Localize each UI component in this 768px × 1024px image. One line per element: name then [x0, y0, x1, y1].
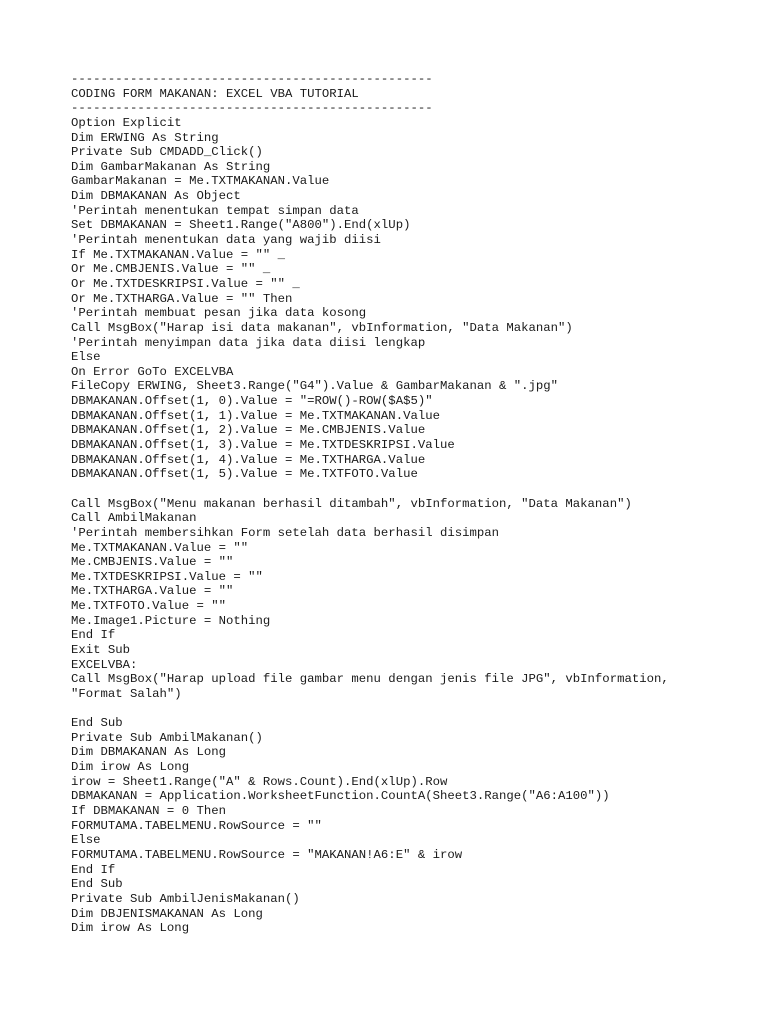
code-line: Call MsgBox("Harap isi data makanan", vbInformation, "Data Makanan"): [71, 320, 573, 335]
code-line: Me.TXTDESKRIPSI.Value = "": [71, 569, 263, 584]
code-line: DBMAKANAN.Offset(1, 5).Value = Me.TXTFOTO.Value: [71, 467, 418, 482]
code-line: Private Sub AmbilMakanan(): [71, 730, 263, 745]
code-line: -------------------------------------------------: [71, 101, 433, 116]
code-line: Dim ERWING As String: [71, 130, 219, 145]
code-line: If DBMAKANAN = 0 Then: [71, 804, 226, 819]
code-line: GambarMakanan = Me.TXTMAKANAN.Value: [71, 174, 330, 189]
code-line: Call MsgBox("Menu makanan berhasil ditambah", vbInformation, "Data Makanan"): [71, 496, 632, 511]
code-line: Option Explicit: [71, 115, 182, 130]
code-line: DBMAKANAN.Offset(1, 1).Value = Me.TXTMAKANAN.Value: [71, 408, 440, 423]
code-line: Else: [71, 833, 101, 848]
code-line: Or Me.CMBJENIS.Value = "" _: [71, 262, 271, 277]
code-line: EXCELVBA:: [71, 657, 138, 672]
code-line: 'Perintah menyimpan data jika data diisi lengkap: [71, 335, 426, 350]
code-line: DBMAKANAN = Application.WorksheetFunction.CountA(Sheet3.Range("A6:A100")): [71, 789, 610, 804]
code-line: Private Sub AmbilJenisMakanan(): [71, 891, 300, 906]
code-line: On Error GoTo EXCELVBA: [71, 364, 234, 379]
code-line: End If: [71, 628, 116, 643]
code-line: End Sub: [71, 877, 123, 892]
code-line: 'Perintah membersihkan Form setelah data berhasil disimpan: [71, 525, 500, 540]
code-line: Private Sub CMDADD_Click(): [71, 145, 263, 160]
code-line: Dim irow As Long: [71, 921, 190, 936]
code-line: [71, 482, 751, 497]
code-line: "Format Salah"): [71, 686, 182, 701]
code-line: DBMAKANAN.Offset(1, 2).Value = Me.CMBJENIS.Value: [71, 423, 426, 438]
code-line: FORMUTAMA.TABELMENU.RowSource = "": [71, 818, 322, 833]
code-line: CODING FORM MAKANAN: EXCEL VBA TUTORIAL: [71, 86, 359, 101]
code-line: Exit Sub: [71, 642, 131, 657]
code-line: Dim DBMAKANAN As Object: [71, 189, 241, 204]
code-line: Call AmbilMakanan: [71, 511, 197, 526]
code-line: Call MsgBox("Harap upload file gambar menu dengan jenis file JPG", vbInformation,: [71, 672, 669, 687]
code-line: Set DBMAKANAN = Sheet1.Range("A800").End(xlUp): [71, 218, 411, 233]
code-line: Me.TXTFOTO.Value = "": [71, 599, 226, 614]
code-line: DBMAKANAN.Offset(1, 4).Value = Me.TXTHARGA.Value: [71, 452, 426, 467]
code-line: Or Me.TXTHARGA.Value = "" Then: [71, 291, 293, 306]
code-line: Me.TXTHARGA.Value = "": [71, 584, 234, 599]
code-line: Me.CMBJENIS.Value = "": [71, 555, 234, 570]
code-line: Dim GambarMakanan As String: [71, 159, 271, 174]
code-line: Dim DBMAKANAN As Long: [71, 745, 226, 760]
code-line: 'Perintah menentukan tempat simpan data: [71, 203, 359, 218]
code-line: FORMUTAMA.TABELMENU.RowSource = "MAKANAN!A6:E" & irow: [71, 847, 463, 862]
code-line: Or Me.TXTDESKRIPSI.Value = "" _: [71, 276, 300, 291]
code-line: 'Perintah membuat pesan jika data kosong: [71, 306, 367, 321]
code-line: irow = Sheet1.Range("A" & Rows.Count).End(xlUp).Row: [71, 774, 448, 789]
code-line: Me.Image1.Picture = Nothing: [71, 613, 271, 628]
code-line: If Me.TXTMAKANAN.Value = "" _: [71, 247, 286, 262]
code-line: Me.TXTMAKANAN.Value = "": [71, 540, 249, 555]
code-line: -------------------------------------------------: [71, 72, 433, 86]
code-line: FileCopy ERWING, Sheet3.Range("G4").Value & GambarMakanan & ".jpg": [71, 379, 559, 394]
code-line: DBMAKANAN.Offset(1, 3).Value = Me.TXTDESKRIPSI.Value: [71, 438, 455, 453]
code-line: 'Perintah menentukan data yang wajib diisi: [71, 233, 381, 248]
code-line: End If: [71, 862, 116, 877]
code-line: Else: [71, 350, 101, 365]
code-line: [71, 702, 751, 717]
code-document: [71, 72, 751, 936]
code-line: DBMAKANAN.Offset(1, 0).Value = "=ROW()-ROW($A$5)": [71, 394, 433, 409]
code-line: End Sub: [71, 716, 123, 731]
code-line: Dim DBJENISMAKANAN As Long: [71, 906, 263, 921]
code-line: Dim irow As Long: [71, 760, 190, 775]
